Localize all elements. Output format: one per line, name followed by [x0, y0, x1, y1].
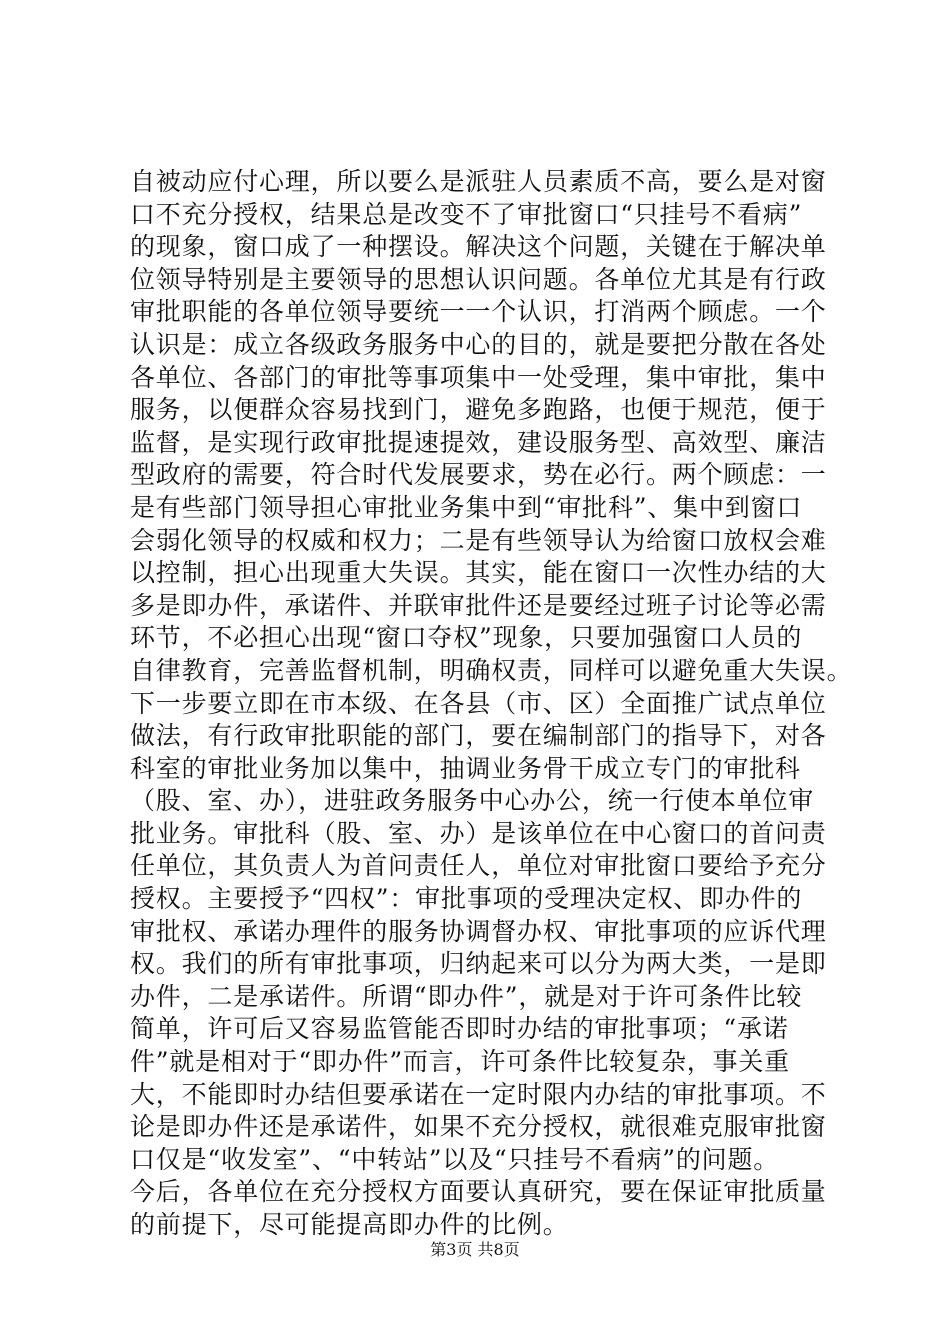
text-line: 是有些部门领导担心审批业务集中到“审批科”、集中到窗口 [130, 492, 803, 522]
text-line: 权。我们的所有审批事项，归纳起来可以分为两大类，一是即 [130, 949, 827, 979]
text-line: 论是即办件还是承诺件，如果不充分授权，就很难克服审批窗 [130, 1112, 827, 1142]
text-line: 以控制，担心出现重大失误。其实，能在窗口一次性办结的大 [130, 558, 827, 588]
text-line: 大，不能即时办结但要承诺在一定时限内办结的审批事项。不 [130, 1079, 827, 1109]
text-line: 做法，有行政审批职能的部门，要在编制部门的指导下，对各 [130, 721, 827, 751]
text-line: 多是即办件，承诺件、并联审批件还是要经过班子讨论等必需 [130, 590, 827, 620]
text-line: 服务，以便群众容易找到门，避免多跑路，也便于规范，便于 [130, 395, 827, 425]
text-line: 口仅是“收发室”、“中转站”以及“只挂号不看病”的问题。 [130, 1144, 780, 1174]
text-line: 件”就是相对于“即办件”而言，许可条件比较复杂，事关重 [130, 1047, 790, 1077]
text-line: 口不充分授权，结果总是改变不了审批窗口“只挂号不看病” [130, 199, 803, 229]
text-line: 审批权、承诺办理件的服务协调督办权、审批事项的应诉代理 [130, 916, 827, 946]
text-line: 的前提下，尽可能提高即办件的比例。 [130, 1210, 569, 1239]
text-line: 型政府的需要，符合时代发展要求，势在必行。两个顾虑：一 [130, 460, 827, 490]
text-line: 监督，是实现行政审批提速提效，建设服务型、高效型、廉洁 [130, 427, 827, 457]
page-number-footer: 第3页 共8页 [430, 1240, 520, 1259]
text-line: 自律教育，完善监督机制，明确权责，同样可以避免重大失误。 [130, 655, 853, 685]
text-line: 各单位、各部门的审批等事项集中一处受理，集中审批，集中 [130, 362, 827, 392]
text-line: 位领导特别是主要领导的思想认识问题。各单位尤其是有行政 [130, 264, 827, 294]
text-line: 会弱化领导的权威和权力；二是有些领导认为给窗口放权会难 [130, 525, 827, 555]
text-line: 自被动应付心理，所以要么是派驻人员素质不高，要么是对窗 [130, 167, 827, 196]
text-line: 的现象，窗口成了一种摆设。解决这个问题，关键在于解决单 [130, 232, 827, 262]
text-line: 环节，不必担心出现“窗口夺权”现象，只要加强窗口人员的 [130, 623, 803, 653]
text-line: 审批职能的各单位领导要统一一个认识，打消两个顾虑。一个 [130, 297, 827, 327]
body-text [130, 166, 853, 1242]
text-line: 认识是：成立各级政务服务中心的目的，就是要把分散在各处 [130, 329, 827, 359]
text-line: 下一步要立即在市本级、在各县（市、区）全面推广试点单位 [130, 688, 827, 718]
text-line: 办件，二是承诺件。所谓“即办件”，就是对于许可条件比较 [130, 981, 803, 1011]
text-line: 今后，各单位在充分授权方面要认真研究，要在保证审批质量 [130, 1177, 827, 1207]
text-line: 授权。主要授予“四权”：审批事项的受理决定权、即办件的 [130, 884, 803, 914]
text-line: 简单，许可后又容易监管能否即时办结的审批事项；“承诺 [130, 1014, 789, 1044]
text-line: （股、室、办），进驻政务服务中心办公，统一行使本单位审 [130, 786, 815, 816]
text-line: 科室的审批业务加以集中，抽调业务骨干成立专门的审批科 [130, 753, 801, 783]
text-line: 批业务。审批科（股、室、办）是该单位在中心窗口的首问责 [130, 818, 827, 848]
text-line: 任单位，其负责人为首问责任人，单位对审批窗口要给予充分 [130, 851, 827, 881]
